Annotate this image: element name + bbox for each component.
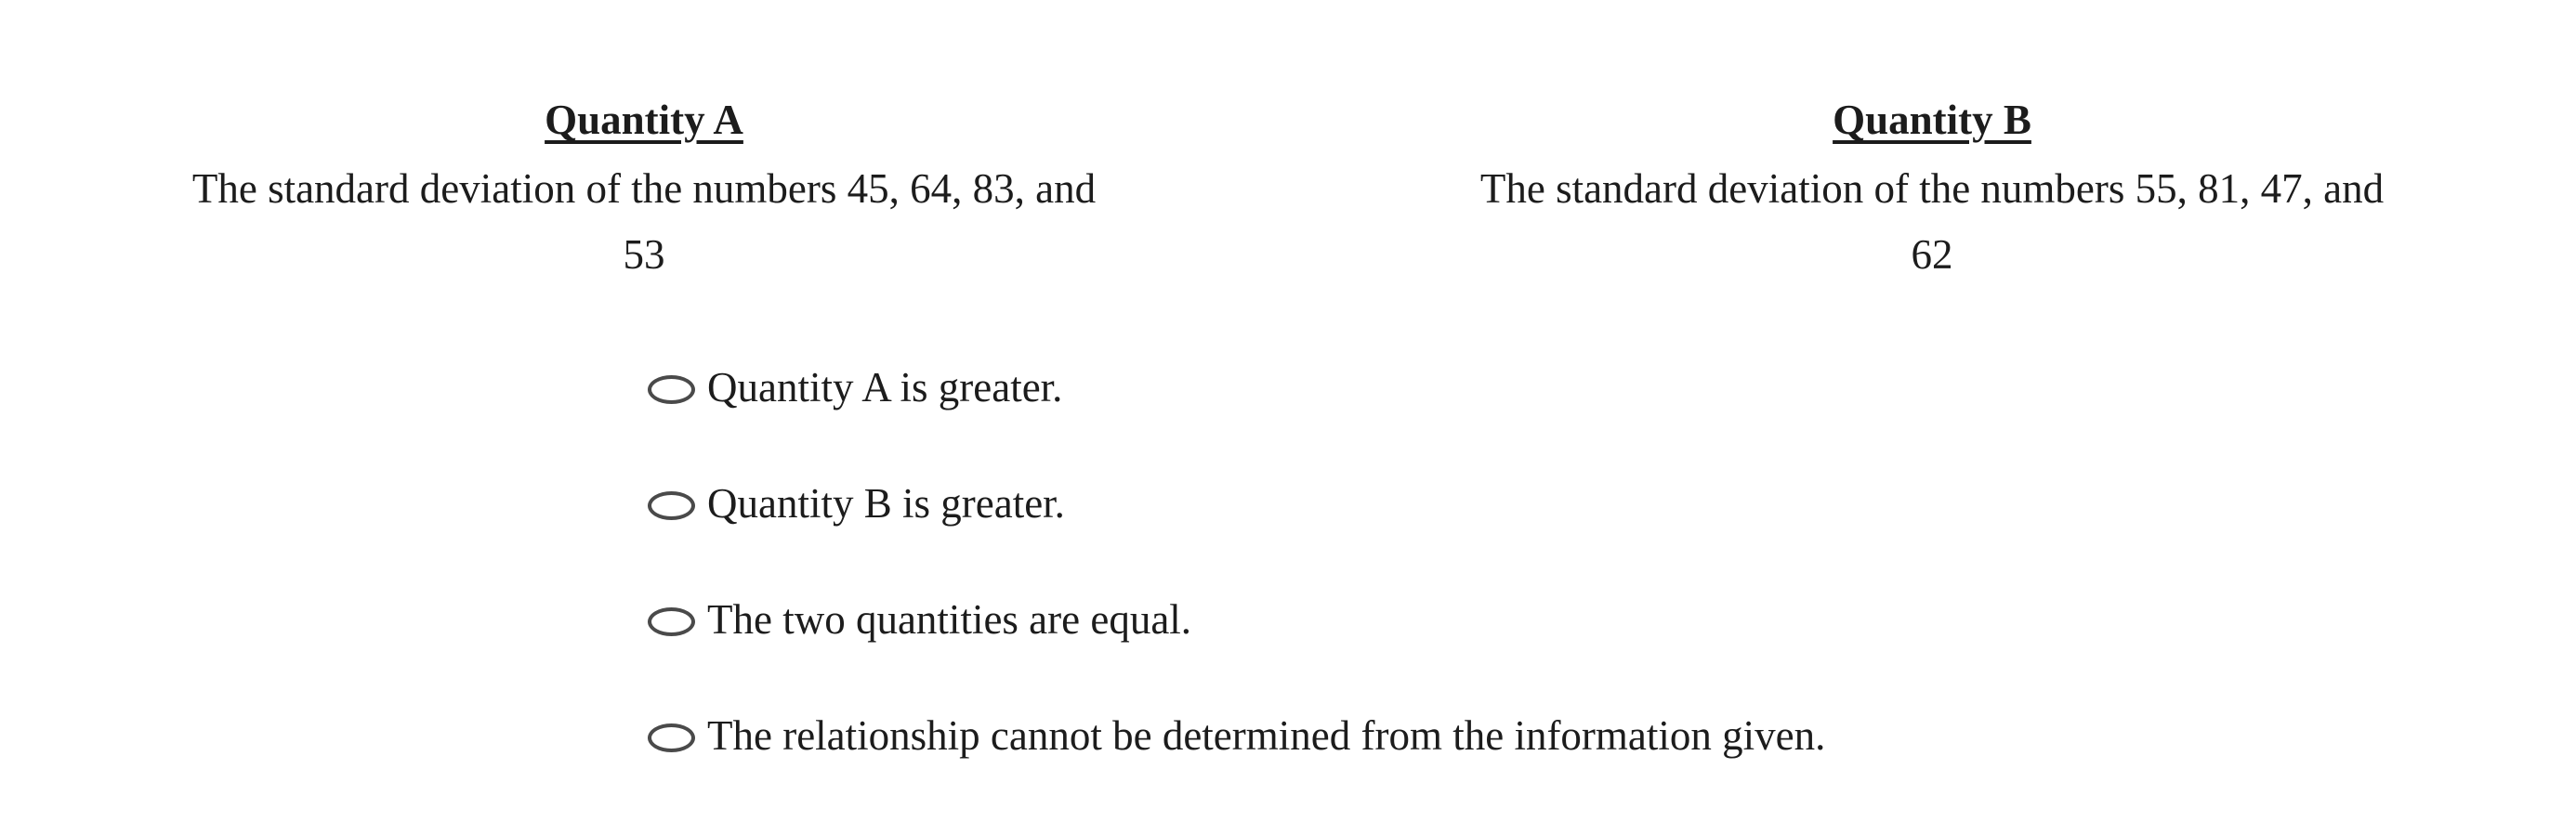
quantity-comparison-table xyxy=(0,0,2576,288)
quantity-b-text-line-2: 62 xyxy=(1911,231,1953,278)
quantity-b-text xyxy=(1288,156,2576,288)
option-quantity-a-greater[interactable] xyxy=(648,355,1825,421)
quantity-a-column xyxy=(0,97,1288,288)
radio-button-icon[interactable] xyxy=(648,491,695,520)
option-label[interactable]: Quantity A is greater. xyxy=(707,364,1063,410)
option-quantity-b-greater[interactable] xyxy=(648,471,1825,537)
quantity-b-heading: Quantity B xyxy=(1833,97,2031,143)
option-quantities-equal[interactable] xyxy=(648,587,1825,653)
radio-button-icon[interactable] xyxy=(648,375,695,404)
quantity-a-text-line-2: 53 xyxy=(623,231,665,278)
quantity-a-text xyxy=(0,156,1288,288)
radio-button-icon[interactable] xyxy=(648,723,695,752)
quantity-a-text-line-1: The standard deviation of the numbers 45, 64, 83, and xyxy=(191,165,1097,212)
option-label[interactable]: The relationship cannot be determined from the information given. xyxy=(707,712,1826,759)
radio-button-icon[interactable] xyxy=(648,607,695,636)
quantity-b-text-line-1: The standard deviation of the numbers 55, 81, 47, and xyxy=(1479,165,2385,212)
option-label[interactable]: The two quantities are equal. xyxy=(707,596,1192,643)
option-cannot-be-determined[interactable] xyxy=(648,703,1825,769)
quantity-b-column xyxy=(1288,97,2576,288)
option-label[interactable]: Quantity B is greater. xyxy=(707,480,1065,527)
quantity-a-heading: Quantity A xyxy=(545,97,743,143)
answer-options xyxy=(648,355,1825,769)
